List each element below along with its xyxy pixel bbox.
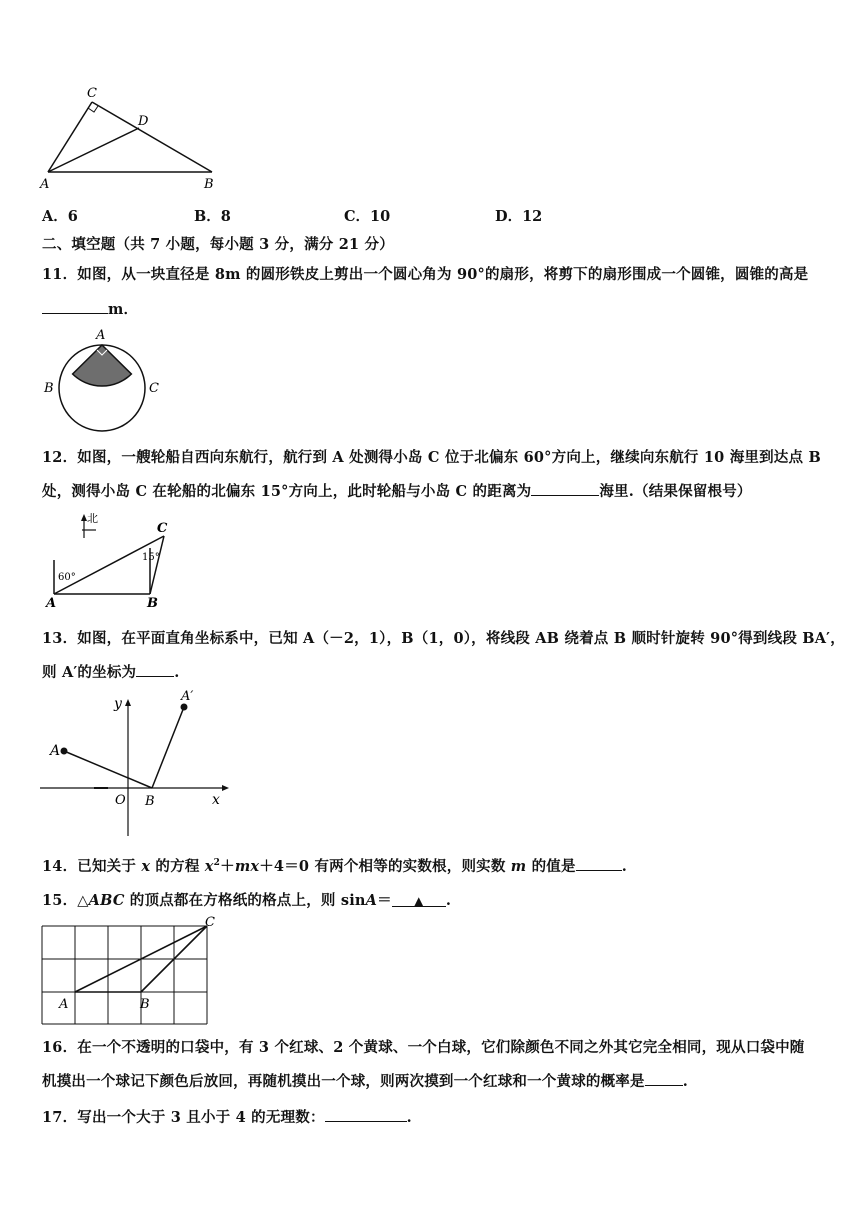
- q15-label-b: B: [140, 997, 150, 1012]
- label-b: B: [204, 177, 214, 192]
- label-d: D: [138, 114, 149, 129]
- q13-line2: 则 A′的坐标为 .: [42, 664, 180, 681]
- q12-line1: 12．如图，一艘轮船自西向东航行，航行到 A 处测得小岛 C 位于北偏东 60°方向上，继续向东航行 10 海里到达点 B: [42, 449, 821, 466]
- q15-label-a: A: [59, 997, 69, 1012]
- q15-line: 15．△ABC 的顶点都在方格纸的格点上，则 sinA＝ ▲ .: [42, 892, 452, 909]
- q13-label-a-prime: A′: [181, 689, 194, 704]
- q13-label-o: O: [115, 793, 126, 808]
- q15-grid-figure: [38, 914, 224, 1028]
- q12-angle-15: 15°: [142, 552, 160, 563]
- q11-sector-figure: [38, 326, 168, 434]
- q13-answer-blank[interactable]: [136, 662, 174, 677]
- label-c: C: [87, 86, 97, 101]
- q12-angle-60: 60°: [58, 572, 76, 583]
- q13-line1: 13．如图，在平面直角坐标系中，已知 A（－2，1），B（1，0），将线段 AB 绕着点 B 顺时针旋转 90°得到线段 BA′，: [42, 630, 845, 647]
- q12-label-c: C: [157, 521, 168, 536]
- q15-label-c: C: [205, 915, 215, 930]
- option-d: D．12: [495, 208, 543, 225]
- q16-line2: 机摸出一个球记下颜色后放回，再随机摸出一个球，则两次摸到一个红球和一个黄球的概率是 .: [42, 1073, 688, 1090]
- q12-answer-blank[interactable]: [531, 481, 599, 496]
- q13-label-a: A: [50, 743, 61, 759]
- q13-label-b: B: [145, 794, 155, 809]
- q13-coordinate-figure: [38, 686, 232, 840]
- label-a: A: [40, 177, 50, 192]
- q12-line2: 处，测得小岛 C 在轮船的北偏东 15°方向上，此时轮船与小岛 C 的距离为 海里.（结果保留根号）: [42, 483, 752, 500]
- option-c: C．10: [344, 208, 391, 225]
- q11-answer-blank[interactable]: [42, 299, 108, 314]
- q16-line1: 16．在一个不透明的口袋中，有 3 个红球、2 个黄球、一个白球，它们除颜色不同之外其它完全相同，现从口袋中随: [42, 1039, 805, 1056]
- q11-label-b: B: [44, 381, 54, 396]
- q14-answer-blank[interactable]: [576, 856, 622, 871]
- q11-label-a: A: [96, 328, 106, 343]
- q17-answer-blank[interactable]: [325, 1107, 407, 1122]
- q17-line: 17．写出一个大于 3 且小于 4 的无理数： .: [42, 1109, 412, 1126]
- q12-navigation-figure: [38, 508, 178, 610]
- q14-line: 14．已知关于 x 的方程 $x^2+mx+4=0$ 有两个相等的实数根，则实数 m 的值是 .: [42, 858, 627, 875]
- q13-label-x: x: [212, 792, 220, 808]
- q16-answer-blank[interactable]: [645, 1071, 683, 1086]
- q12-label-b: B: [147, 596, 158, 610]
- q12-north-label: 北: [87, 512, 98, 525]
- option-b: B．8: [194, 208, 231, 225]
- section-heading: 二、填空题（共 7 小题，每小题 3 分，满分 21 分）: [42, 236, 394, 253]
- triangle-figure: [38, 82, 228, 194]
- q11-line1: 11．如图，从一块直径是 8m 的圆形铁皮上剪出一个圆心角为 90°的扇形，将剪下的扇形围成一个圆锥，圆锥的高是: [42, 266, 809, 283]
- q13-label-y: y: [114, 696, 122, 712]
- option-a: A．6: [42, 208, 78, 225]
- q11-label-c: C: [149, 381, 159, 396]
- q15-answer-blank[interactable]: [392, 892, 446, 907]
- q12-label-a: A: [46, 596, 57, 610]
- q11-line2: m．: [42, 298, 138, 319]
- triangle-marker-icon: ▲: [414, 894, 424, 908]
